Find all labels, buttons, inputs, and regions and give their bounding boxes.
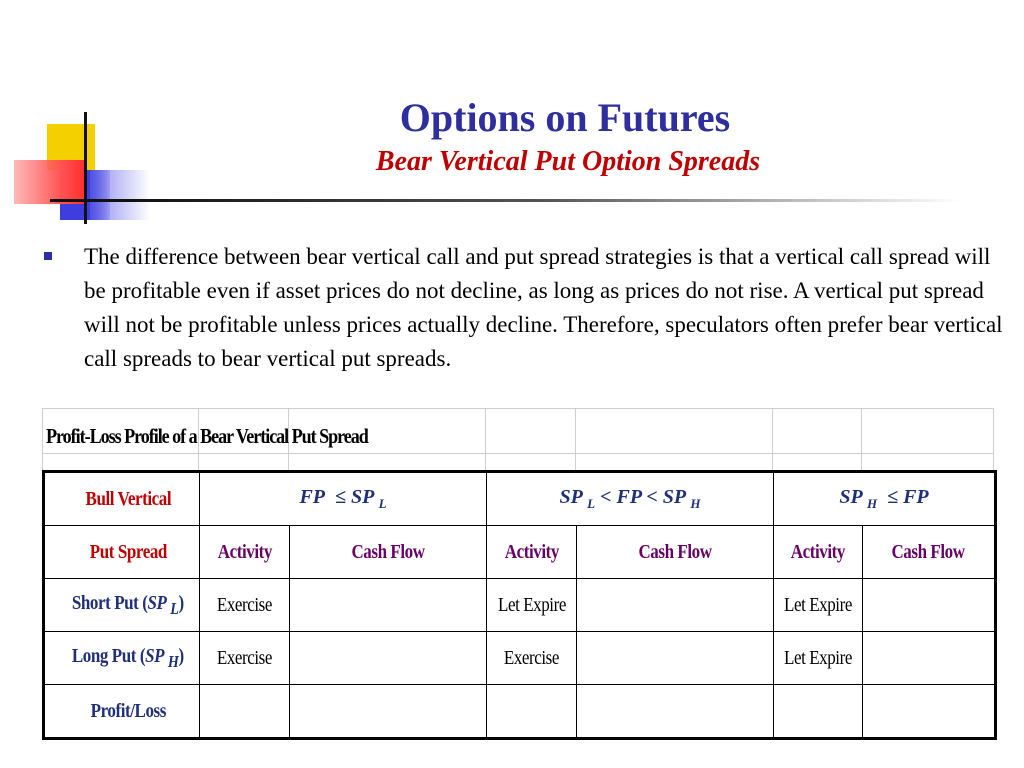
table-cell: Let Expire xyxy=(774,632,863,685)
table-cell xyxy=(487,685,577,739)
table-caption: Profit-Loss Profile of a Bear Vertical Put Spread xyxy=(46,424,368,448)
column-activity: Activity xyxy=(487,526,577,579)
table-row xyxy=(44,685,996,739)
column-cash-flow: Cash Flow xyxy=(863,526,996,579)
logo-vertical-line xyxy=(84,112,87,224)
condition-fp-between: SP $_L$ < FP < SP $_H$ xyxy=(487,472,774,526)
table-cell xyxy=(577,579,774,632)
table-cell xyxy=(200,685,290,739)
header-bull-vertical: Bull Vertical xyxy=(44,472,200,526)
bullet-item xyxy=(44,240,1004,376)
table-cell xyxy=(290,632,487,685)
title-rule xyxy=(130,199,960,202)
condition-sph-below-fp: SP $_H$ ≤ FP xyxy=(774,472,996,526)
table-cell: Let Expire xyxy=(487,579,577,632)
table-cell: Exercise xyxy=(200,632,290,685)
caption-grid-line xyxy=(42,453,994,454)
slide-title: Options on Futures xyxy=(399,95,731,140)
table-caption-area xyxy=(42,408,994,472)
table-cell xyxy=(863,579,996,632)
table-cell xyxy=(863,685,996,739)
profit-loss-table xyxy=(42,408,994,744)
table-cell xyxy=(863,632,996,685)
table-cell xyxy=(577,632,774,685)
table-cell: Exercise xyxy=(200,579,290,632)
blue-fade xyxy=(90,170,150,220)
red-square xyxy=(14,160,84,204)
row-label-short-put: Short Put (SP $_L$) xyxy=(44,579,200,632)
row-label-profit-loss: Profit/Loss xyxy=(44,685,200,739)
bullet-text: The difference between bear vertical call and put spread strategies is that a vertical call spread will be profitable even if asset prices do not decline, as long as prices do not rise. A vertical put spread will not be profitable unless prices actually decline. Therefore, speculators often prefer bear vertical call spreads to bear vertical put spreads. xyxy=(84,244,1003,371)
slide-subtitle: Bear Vertical Put Option Spreads xyxy=(375,146,761,177)
bullet-square-icon xyxy=(44,252,52,260)
caption-grid-line xyxy=(485,408,486,472)
caption-grid-line xyxy=(772,408,773,472)
table-row xyxy=(44,632,996,685)
table-header-row xyxy=(44,472,996,526)
header-put-spread: Put Spread xyxy=(44,526,200,579)
decorative-logo xyxy=(0,0,200,240)
table-cell xyxy=(774,685,863,739)
column-activity: Activity xyxy=(774,526,863,579)
column-activity: Activity xyxy=(200,526,290,579)
caption-grid-line xyxy=(575,408,576,472)
column-cash-flow: Cash Flow xyxy=(290,526,487,579)
table-row xyxy=(44,579,996,632)
table-cell xyxy=(577,685,774,739)
column-cash-flow: Cash Flow xyxy=(577,526,774,579)
condition-fp-below-spl: FP ≤ SP $_L$ xyxy=(200,472,487,526)
table-cell: Exercise xyxy=(487,632,577,685)
table-subheader-row xyxy=(44,526,996,579)
table-cell xyxy=(290,685,487,739)
caption-grid-line xyxy=(861,408,862,472)
row-label-long-put: Long Put (SP $_H$) xyxy=(44,632,200,685)
profit-loss-grid xyxy=(42,470,997,740)
table-cell: Let Expire xyxy=(774,579,863,632)
table-cell xyxy=(290,579,487,632)
